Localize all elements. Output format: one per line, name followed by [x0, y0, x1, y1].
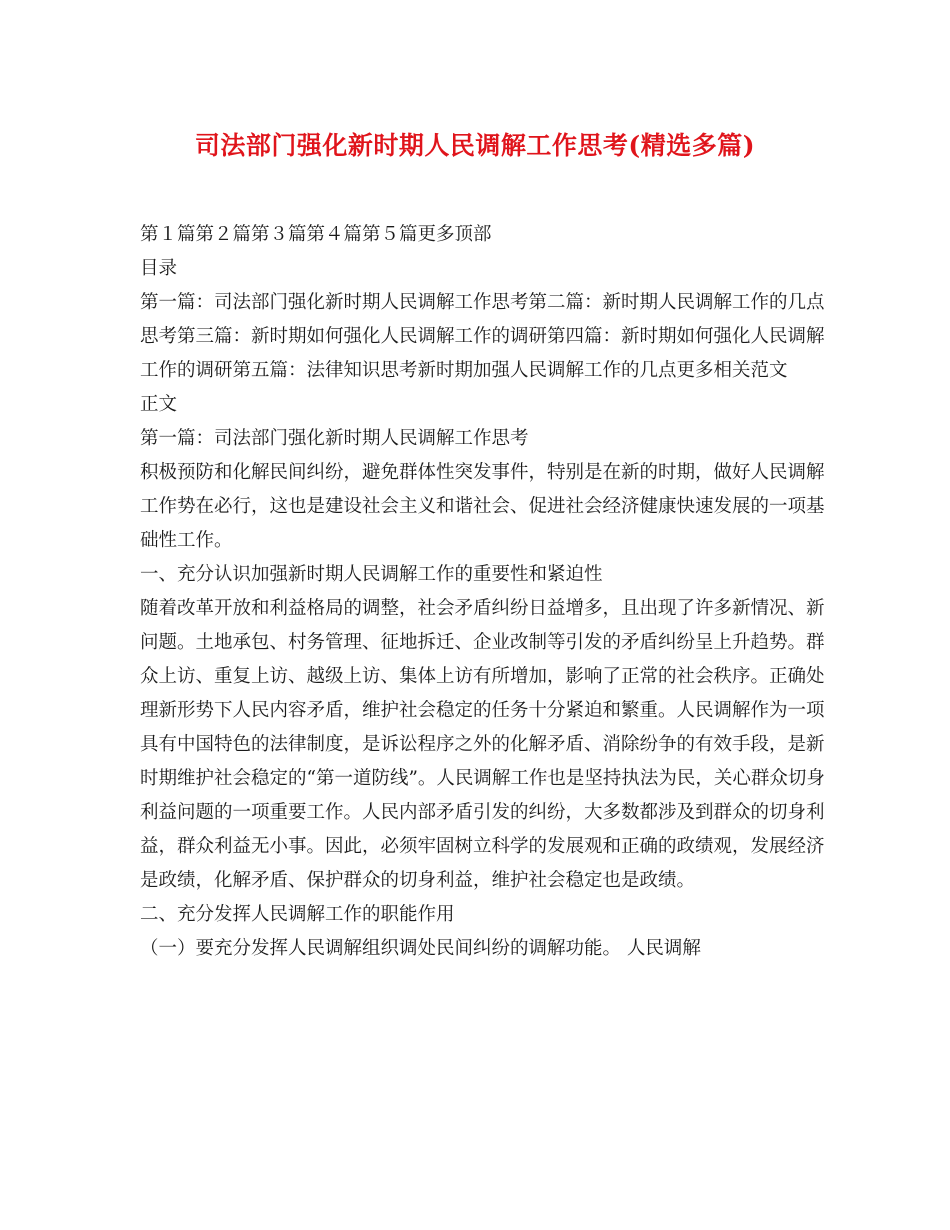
toc-text: 第一篇：司法部门强化新时期人民调解工作思考第二篇：新时期人民调解工作的几点思考第三篇：新时期如何强化人民调解工作的调研第四篇：新时期如何强化人民调解工作的调研第五篇：法律知识思考新时期加强人民调解工作的几点更多相关范文	[140, 292, 825, 381]
intro-paragraph: 积极预防和化解民间纠纷，避免群体性突发事件，特别是在新的时期，做好人民调解工作势在必行，这也是建设社会主义和谐社会、促进社会经济健康快速发展的一项基础性工作。	[140, 462, 825, 551]
document-body	[140, 218, 840, 966]
document-title: 司法部门强化新时期人民调解工作思考(精选多篇)	[194, 131, 756, 160]
part1-heading: 第一篇：司法部门强化新时期人民调解工作思考	[140, 428, 529, 449]
subsection1-text: （一）要充分发挥人民调解组织调处民间纠纷的调解功能。 人民调解	[140, 938, 701, 959]
section1-paragraph: 随着改革开放和利益格局的调整，社会矛盾纠纷日益增多，且出现了许多新情况、新问题。土地承包、村务管理、征地拆迁、企业改制等引发的矛盾纠纷呈上升趋势。群众上访、重复上访、越级上访、集体上访有所增加，影响了正常的社会秩序。正确处理新形势下人民内容矛盾，维护社会稳定的任务十分紧迫和繁重。人民调解作为一项具有中国特色的法律制度，是诉讼程序之外的化解矛盾、消除纷争的有效手段，是新时期维护社会稳定的“第一道防线”。人民调解工作也是坚持执法为民，关心群众切身利益问题的一项重要工作。人民内部矛盾引发的纠纷，大多数都涉及到群众的切身利益，群众利益无小事。因此，必须牢固树立科学的发展观和正确的政绩观，发展经济是政绩，化解矛盾、保护群众的切身利益，维护社会稳定也是政绩。	[140, 598, 825, 891]
toc-heading: 目录	[140, 258, 178, 279]
section1-heading: 一、充分认识加强新时期人民调解工作的重要性和紧迫性	[140, 564, 603, 585]
body-heading: 正文	[140, 394, 178, 415]
article-nav-line: 第１篇第２篇第３篇第４篇第５篇更多顶部	[140, 224, 492, 245]
section2-heading: 二、充分发挥人民调解工作的职能作用	[140, 904, 455, 925]
